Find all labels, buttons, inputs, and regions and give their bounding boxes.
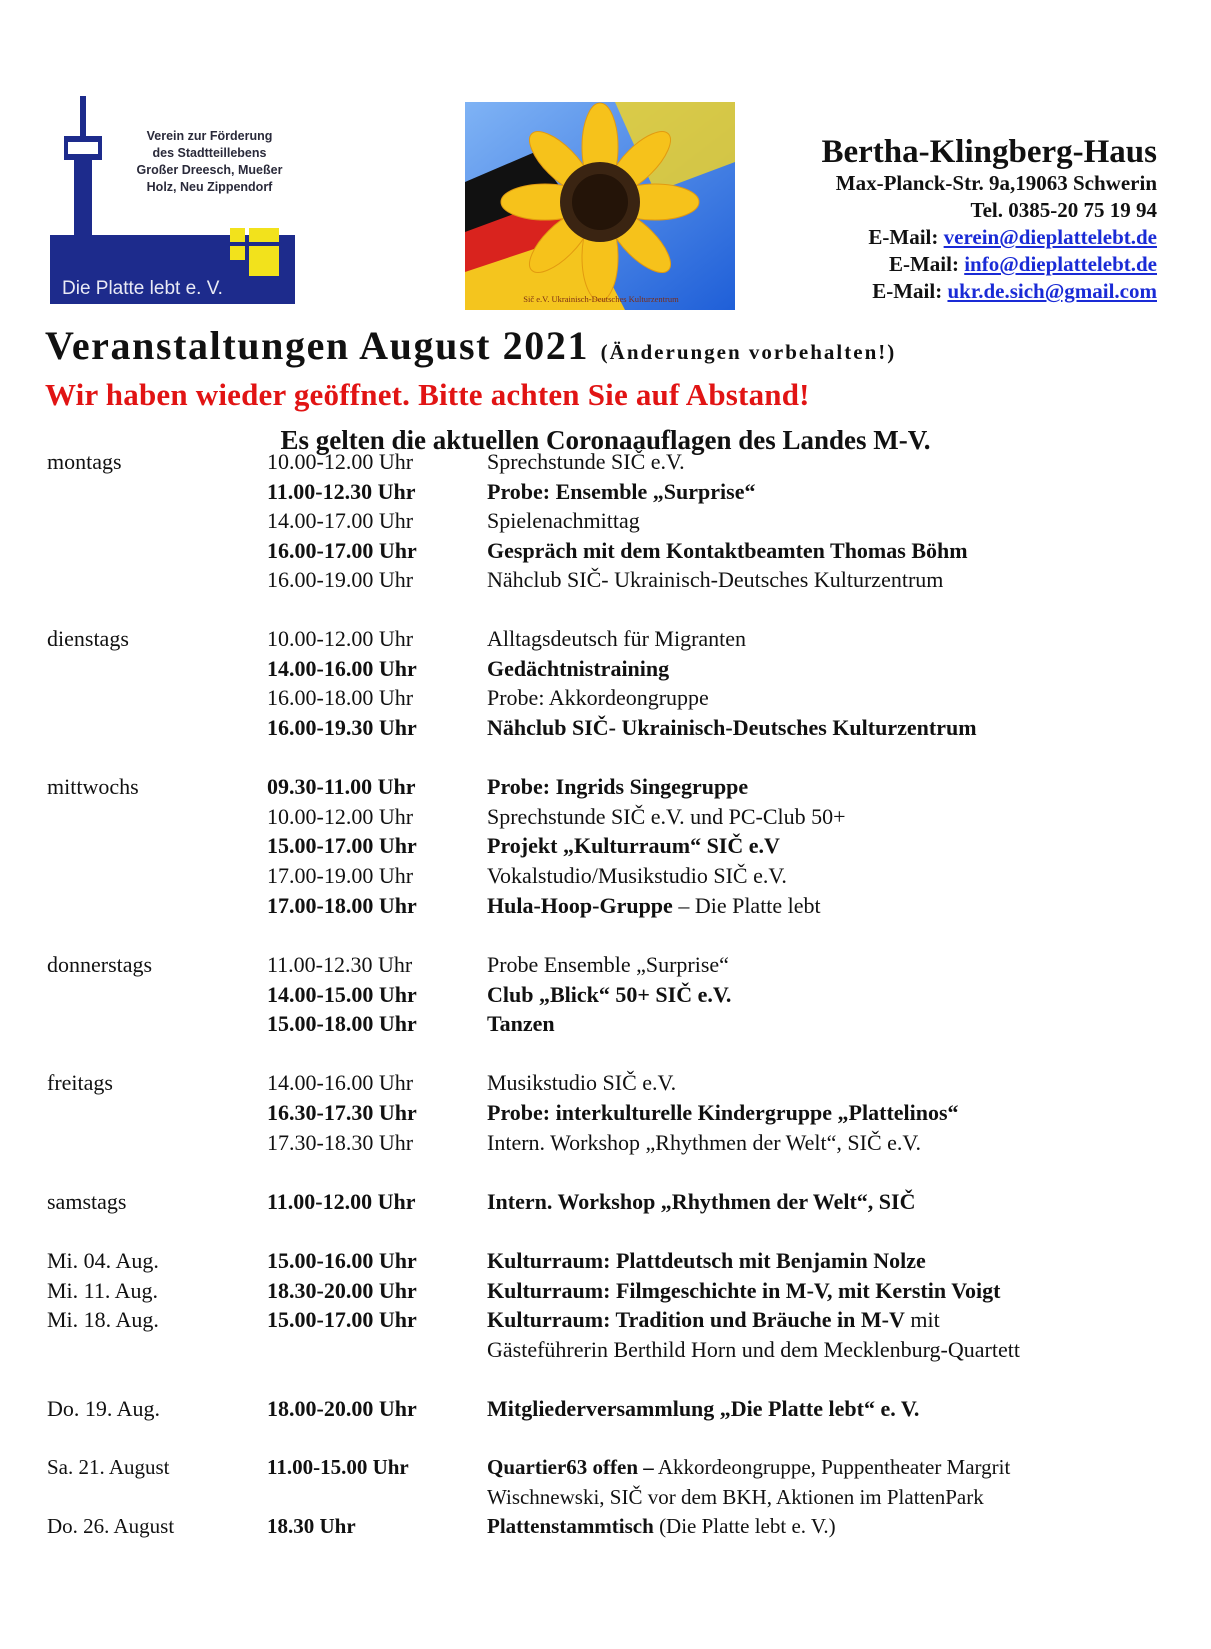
row-time: 10.00-12.00 Uhr (267, 449, 414, 474)
row-time: 16.00-19.30 Uhr (267, 715, 417, 740)
schedule-row (0, 683, 1211, 713)
email-link[interactable]: ukr.de.sich@gmail.com (947, 279, 1157, 303)
row-time: 16.00-19.00 Uhr (267, 567, 414, 592)
event-title: Sprechstunde SIČ e.V. und PC-Club 50+ (487, 804, 846, 829)
row-event (487, 1128, 921, 1158)
row-time: 18.30 Uhr (267, 1514, 356, 1538)
row-event (487, 1394, 919, 1424)
row-event (487, 536, 968, 566)
row-day: montags (47, 449, 122, 474)
event-title: Gedächtnistraining (487, 656, 670, 681)
event-title: Probe: Akkordeongruppe (487, 685, 709, 710)
schedule-row (0, 1305, 1211, 1335)
schedule-row (0, 1128, 1211, 1158)
event-title: Vokalstudio/Musikstudio SIČ e.V. (487, 863, 787, 888)
event-suffix: – Die Platte lebt (672, 893, 821, 918)
schedule-row (0, 891, 1211, 921)
row-event (487, 1482, 984, 1512)
row-time: 11.00-12.30 Uhr (267, 479, 416, 504)
row-day: Mi. 18. Aug. (47, 1307, 159, 1332)
row-time: 17.00-18.00 Uhr (267, 893, 417, 918)
row-event (487, 624, 746, 654)
schedule-row (0, 447, 1211, 477)
row-event (487, 654, 669, 684)
event-suffix: (Die Platte lebt e. V.) (653, 1514, 836, 1538)
row-time: 15.00-18.00 Uhr (267, 1011, 417, 1036)
email-line: E-Mail: info@dieplattelebt.de (888, 252, 1157, 276)
row-event (487, 861, 787, 891)
schedule-row (0, 1187, 1211, 1217)
row-day: freitags (47, 1070, 113, 1095)
title-note: (Änderungen vorbehalten!) (600, 340, 897, 364)
row-event (487, 713, 977, 743)
row-time: 10.00-12.00 Uhr (267, 804, 414, 829)
schedule-row (0, 654, 1211, 684)
row-time: 11.00-12.30 Uhr (267, 952, 413, 977)
logo-line: des Stadtteillebens (152, 146, 267, 160)
row-time: 17.30-18.30 Uhr (267, 1130, 414, 1155)
row-event (487, 477, 755, 507)
row-time: 18.30-20.00 Uhr (267, 1278, 417, 1303)
row-time: 09.30-11.00 Uhr (267, 774, 416, 799)
schedule-row (0, 1068, 1211, 1098)
event-title: Probe: Ingrids Singegruppe (487, 774, 749, 799)
event-title: Tanzen (487, 1011, 555, 1036)
phone-number: Tel. 0385-20 75 19 94 (970, 198, 1157, 222)
event-title: Mitgliederversammlung „Die Platte lebt“ e. V. (487, 1396, 920, 1421)
schedule-row (0, 536, 1211, 566)
row-event (487, 980, 731, 1010)
sunflower-image (465, 102, 735, 310)
row-event (487, 772, 748, 802)
row-event (487, 1009, 555, 1039)
row-day: donnerstags (47, 952, 153, 977)
row-event (487, 831, 780, 861)
logo-name: Die Platte lebt e. V. (62, 278, 223, 299)
row-time: 10.00-12.00 Uhr (267, 626, 414, 651)
event-title: Club „Blick“ 50+ SIČ e.V. (487, 982, 732, 1007)
row-event (487, 1187, 915, 1217)
event-title: Nähclub SIČ- Ukrainisch-Deutsches Kulturzentrum (487, 567, 944, 592)
event-title: Nähclub SIČ- Ukrainisch-Deutsches Kulturzentrum (487, 715, 977, 740)
schedule-row (0, 1009, 1211, 1039)
row-day: mittwochs (47, 774, 139, 799)
email-line: E-Mail: ukr.de.sich@gmail.com (872, 279, 1157, 303)
event-title: Alltagsdeutsch für Migranten (487, 626, 747, 651)
event-title: Intern. Workshop „Rhythmen der Welt“, SIČ (487, 1189, 916, 1214)
row-event (487, 1276, 1001, 1306)
row-event (487, 1098, 959, 1128)
schedule-row (0, 624, 1211, 654)
schedule-row (0, 1511, 1211, 1541)
schedule-row (0, 506, 1211, 536)
page-title (45, 322, 896, 369)
row-day: samstags (47, 1189, 127, 1214)
schedule-row (0, 1452, 1211, 1482)
row-event (487, 447, 685, 477)
row-day: Mi. 04. Aug. (47, 1248, 159, 1273)
logo-text (122, 128, 297, 196)
event-title: Kulturraum: Tradition und Bräuche in M-V (487, 1307, 905, 1332)
event-title: Gästeführerin Berthild Horn und dem Mecklenburg-Quartett (487, 1337, 1020, 1362)
logo-line: Holz, Neu Zippendorf (146, 180, 273, 194)
event-title: Wischnewski, SIČ vor dem BKH, Aktionen im PlattenPark (487, 1485, 984, 1509)
event-title: Spielenachmittag (487, 508, 640, 533)
schedule-row (0, 772, 1211, 802)
open-notice: Wir haben wieder geöffnet. Bitte achten Sie auf Abstand! (45, 377, 810, 412)
row-time: 14.00-16.00 Uhr (267, 656, 417, 681)
schedule-row (0, 861, 1211, 891)
email-link[interactable]: verein@dieplattelebt.de (943, 225, 1157, 249)
event-suffix: mit (904, 1307, 940, 1332)
row-time: 16.30-17.30 Uhr (267, 1100, 417, 1125)
row-event (487, 565, 943, 595)
row-event (487, 1335, 1020, 1365)
event-title: Probe: interkulturelle Kindergruppe „Plattelinos“ (487, 1100, 959, 1125)
event-title: Hula-Hoop-Gruppe (487, 893, 673, 918)
row-time: 15.00-17.00 Uhr (267, 833, 417, 858)
row-day: Do. 26. August (47, 1514, 175, 1538)
row-day: Mi. 11. Aug. (47, 1278, 159, 1303)
event-title: Musikstudio SIČ e.V. (487, 1070, 677, 1095)
row-event (487, 1246, 926, 1276)
tower-icon (80, 96, 86, 138)
row-event (487, 950, 729, 980)
schedule-row (0, 802, 1211, 832)
row-time: 16.00-17.00 Uhr (267, 538, 417, 563)
row-day: Sa. 21. August (47, 1455, 170, 1479)
row-time: 11.00-12.00 Uhr (267, 1189, 416, 1214)
event-title: Kulturraum: Filmgeschichte in M-V, mit Kerstin Voigt (487, 1278, 1001, 1303)
schedule-row (0, 950, 1211, 980)
schedule-row (0, 1246, 1211, 1276)
house-name: Bertha-Klingberg-Haus (821, 134, 1157, 170)
email-line: E-Mail: verein@dieplattelebt.de (868, 225, 1157, 249)
row-time: 15.00-16.00 Uhr (267, 1248, 417, 1273)
row-time: 16.00-18.00 Uhr (267, 685, 414, 710)
schedule-row (0, 831, 1211, 861)
event-title: Kulturraum: Plattdeutsch mit Benjamin Nolze (487, 1248, 926, 1273)
logo-line: Großer Dreesch, Mueßer (136, 163, 283, 177)
corona-notice: Es gelten die aktuellen Coronaauflagen des Landes M-V. (280, 425, 931, 455)
row-event (487, 1305, 940, 1335)
schedule-row (0, 1335, 1211, 1365)
schedule-row (0, 980, 1211, 1010)
row-event (487, 1511, 836, 1541)
sunflower-caption: Sič e.V. Ukrainisch-Deutsches Kulturzentrum (523, 294, 679, 304)
schedule-row (0, 1394, 1211, 1424)
event-suffix: Akkordeongruppe, Puppentheater Margrit (653, 1455, 1011, 1479)
event-title: Quartier63 offen – (487, 1455, 654, 1479)
event-title: Gespräch mit dem Kontaktbeamten Thomas Böhm (487, 538, 968, 563)
event-title: Probe: Ensemble „Surprise“ (487, 479, 756, 504)
event-title: Intern. Workshop „Rhythmen der Welt“, SIČ e.V. (487, 1130, 921, 1155)
event-title: Projekt „Kulturraum“ SIČ e.V (487, 833, 780, 858)
schedule-row (0, 1276, 1211, 1306)
row-time: 15.00-17.00 Uhr (267, 1307, 417, 1332)
row-event (487, 802, 846, 832)
schedule-row (0, 1482, 1211, 1512)
schedule-row (0, 713, 1211, 743)
street-address: Max-Planck-Str. 9a,19063 Schwerin (835, 171, 1157, 195)
row-event (487, 683, 709, 713)
row-event (487, 1068, 676, 1098)
row-time: 11.00-15.00 Uhr (267, 1455, 409, 1479)
event-title: Plattenstammtisch (487, 1514, 654, 1538)
schedule-row (0, 477, 1211, 507)
row-time: 18.00-20.00 Uhr (267, 1396, 417, 1421)
row-time: 14.00-16.00 Uhr (267, 1070, 414, 1095)
row-day: Do. 19. Aug. (47, 1396, 161, 1421)
title-main: Veranstaltungen August 2021 (45, 323, 590, 368)
row-event (487, 506, 640, 536)
row-time: 17.00-19.00 Uhr (267, 863, 414, 888)
schedule-row (0, 565, 1211, 595)
row-time: 14.00-15.00 Uhr (267, 982, 417, 1007)
logo-line: Verein zur Förderung (146, 129, 273, 143)
email-link[interactable]: info@dieplattelebt.de (964, 252, 1157, 276)
row-time: 14.00-17.00 Uhr (267, 508, 414, 533)
row-event (487, 1452, 1010, 1482)
event-title: Probe Ensemble „Surprise“ (487, 952, 729, 977)
row-event (487, 891, 821, 921)
row-day: dienstags (47, 626, 129, 651)
schedule-row (0, 1098, 1211, 1128)
event-title: Sprechstunde SIČ e.V. (487, 449, 685, 474)
